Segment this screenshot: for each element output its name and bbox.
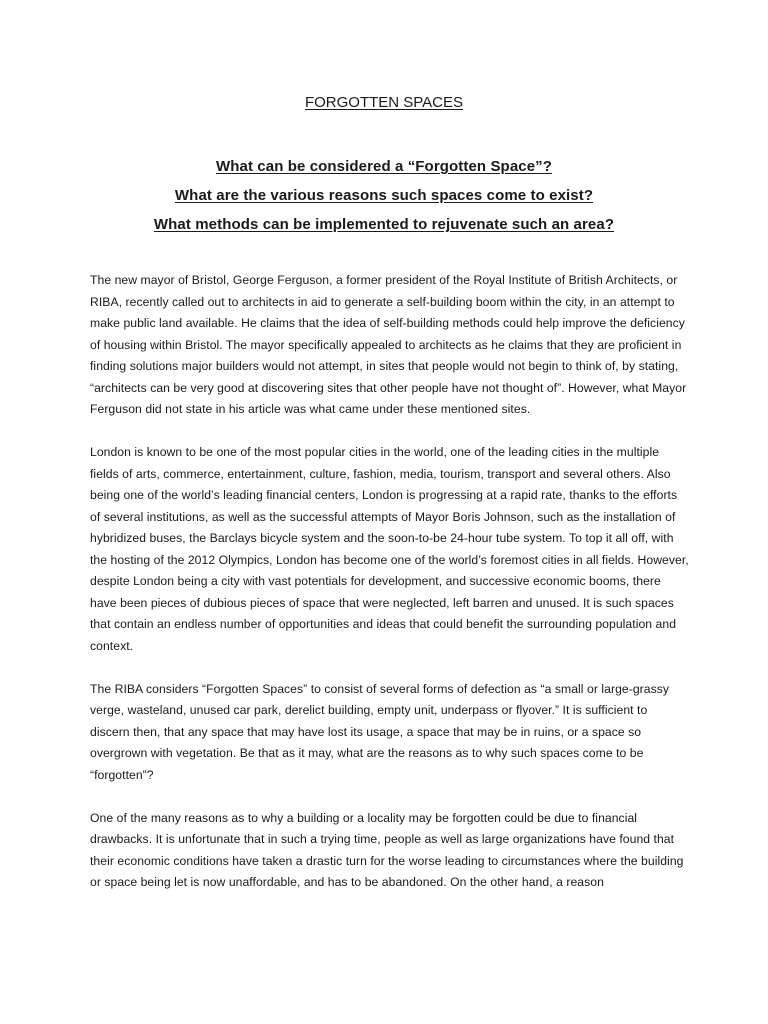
paragraph-bristol: The new mayor of Bristol, George Ferguson, a former president of the Royal Institute of British Architects, or RIBA, recently called out to architects in aid to generate a self-building boom within the city, in an attempt to make public land available. He claims that the idea of self-building methods could help improve the deficiency of housing within Bristol. The mayor specifically appealed to architects as he claims that they are proficient in finding solutions major builders would not attempt, in sites that people would not begin to think of, by stating, “architects can be very good at discovering sites that other people have not thought of”. However, what Mayor Ferguson did not state in his article was what came under these mentioned sites. <box>90 273 687 416</box>
document-body <box>90 270 690 915</box>
question-2: What are the various reasons such spaces come to exist? <box>174 187 594 204</box>
document-title: FORGOTTEN SPACES <box>304 94 464 111</box>
research-questions <box>0 152 768 239</box>
question-1: What can be considered a “Forgotten Space”? <box>215 158 553 175</box>
paragraph-reasons: One of the many reasons as to why a building or a locality may be forgotten could be due to financial drawbacks. It is unfortunate that in such a trying time, people as well as large organizations have found that their economic conditions have taken a drastic turn for the worse leading to circumstances where the building or space being let is now unaffordable, and has to be abandoned. On the other hand, a reason <box>90 810 684 889</box>
paragraph-london: London is known to be one of the most popular cities in the world, one of the leading cities in the multiple fields of arts, commerce, entertainment, culture, fashion, media, tourism, transport and several others. Also being one of the world’s leading financial centers, London is progressing at a rapid rate, thanks to the efforts of several institutions, as well as the successful attempts of Mayor Boris Johnson, such as the installation of hybridized buses, the Barclays bicycle system and the soon-to-be 24-hour tube system. To top it all off, with the hosting of the 2012 Olympics, London has become one of the world’s foremost cities in all fields. However, despite London being a city with vast potentials for development, and successive economic booms, there have been pieces of dubious pieces of space that were neglected, left barren and unused. It is such spaces that contain an endless number of opportunities and ideas that could benefit the surrounding population and context. <box>90 445 689 653</box>
question-3: What methods can be implemented to rejuvenate such an area? <box>153 216 615 233</box>
paragraph-riba: The RIBA considers “Forgotten Spaces” to consist of several forms of defection as “a small or large-grassy verge, wasteland, unused car park, derelict building, empty unit, underpass or flyover.” It is sufficient to discern then, that any space that may have lost its usage, a space that may be in ruins, or a space so overgrown with vegetation. Be that as it may, what are the reasons as to why such spaces come to be “forgotten”? <box>90 681 670 782</box>
